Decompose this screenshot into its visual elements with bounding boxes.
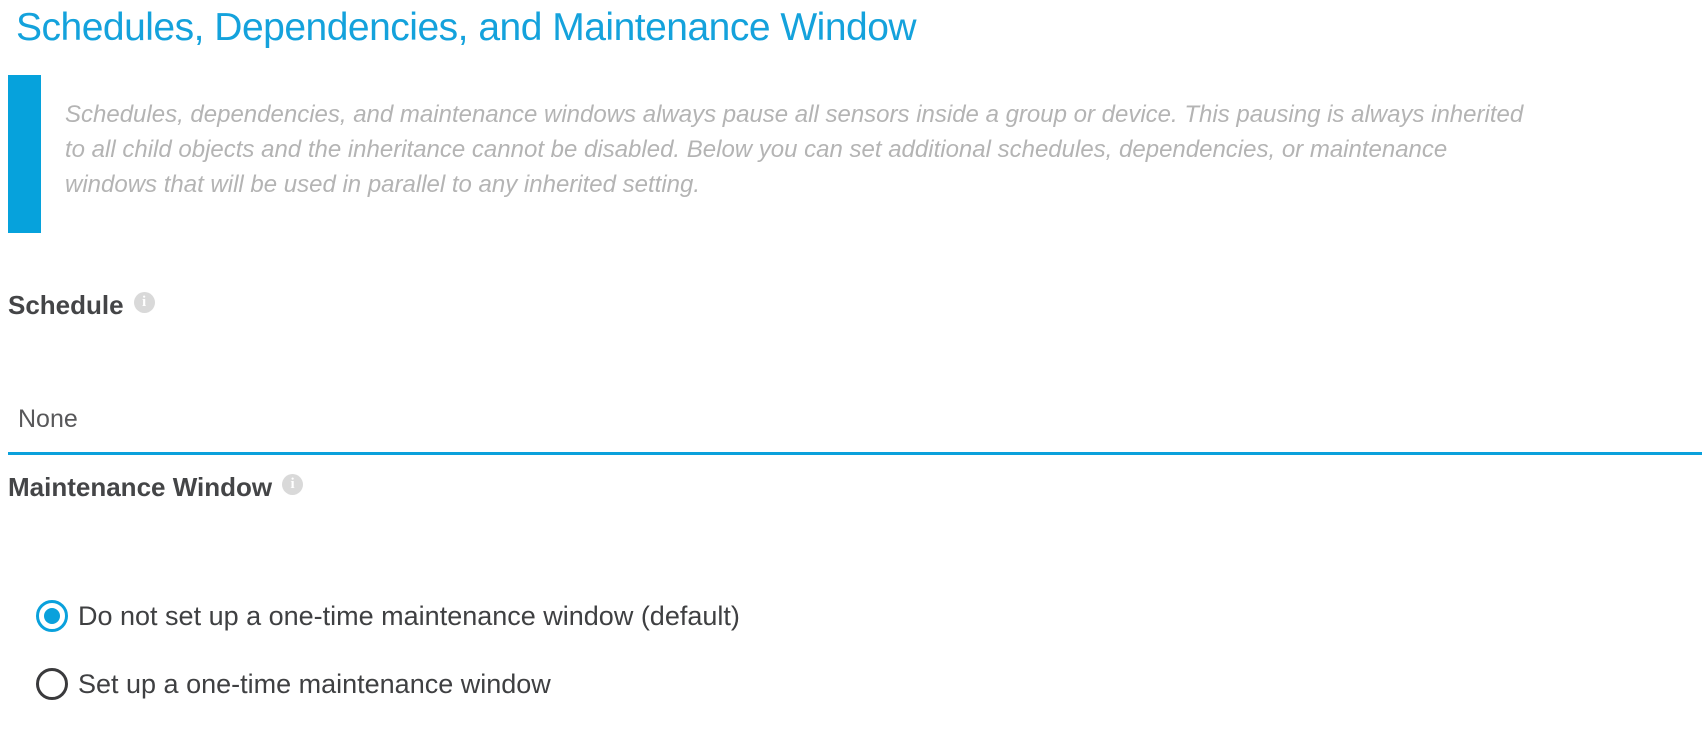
- radio-option-label: Set up a one-time maintenance window: [78, 668, 551, 699]
- page-title: Schedules, Dependencies, and Maintenance Window: [16, 6, 917, 49]
- radio-option-setup-maintenance-window[interactable]: [36, 668, 551, 700]
- info-icon[interactable]: i: [134, 292, 155, 313]
- radio-option-label: Do not set up a one-time maintenance window (default): [78, 600, 740, 631]
- schedule-selected-value: None: [18, 405, 78, 433]
- radio-option-no-maintenance-window[interactable]: [36, 600, 740, 632]
- inheritance-notice: [8, 75, 1568, 233]
- schedule-label-row: [8, 290, 155, 321]
- radio-button-icon[interactable]: [36, 600, 68, 632]
- schedule-label: Schedule: [8, 290, 124, 320]
- maintenance-window-label: Maintenance Window: [8, 472, 273, 502]
- schedule-select[interactable]: [8, 363, 1702, 455]
- info-icon[interactable]: i: [282, 474, 303, 495]
- maintenance-label-row: [8, 472, 303, 503]
- notice-text: Schedules, dependencies, and maintenance windows always pause all sensors inside a group or device. This pausing is always inherited to all child objects and the inheritance cannot be disabled. Below you can set additional schedules, dependencies, or maintenance windows that will be used in parallel to any inherited setting.: [65, 101, 1524, 198]
- radio-button-icon[interactable]: [36, 668, 68, 700]
- notice-accent-bar: [8, 75, 41, 233]
